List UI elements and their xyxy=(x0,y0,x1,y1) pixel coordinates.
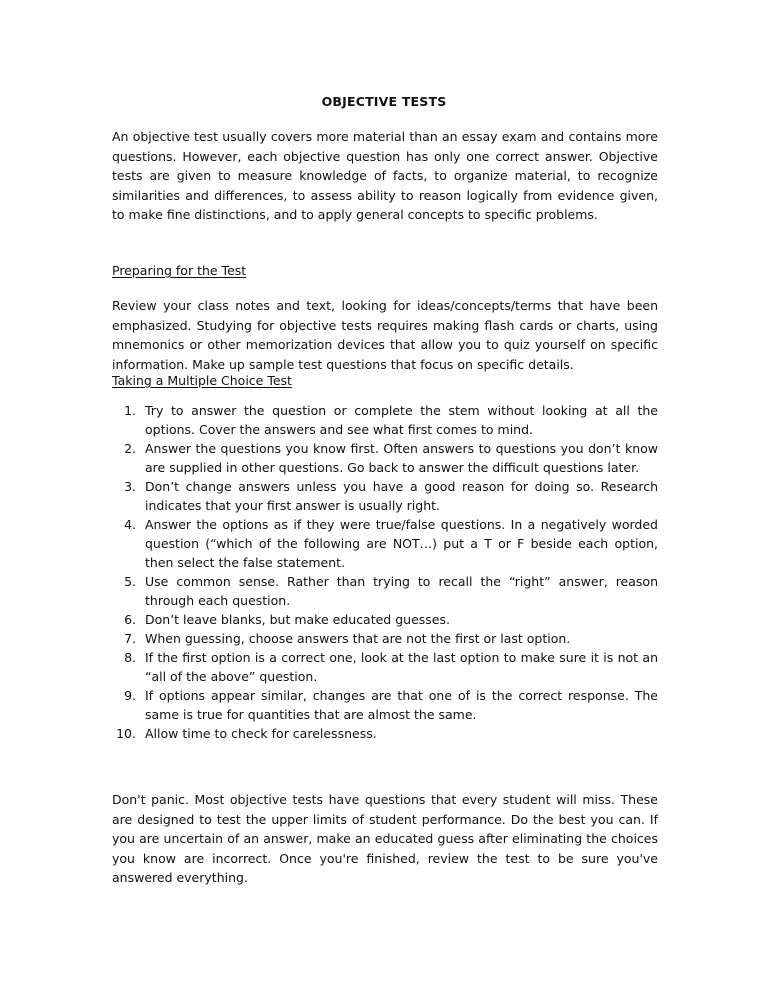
list-item xyxy=(112,648,658,686)
list-item xyxy=(112,515,658,572)
list-item xyxy=(112,477,658,515)
list-item-number: 5. xyxy=(124,574,136,589)
list-item-text: If options appear similar, changes are that one of is the correct response. The same is true for quantities that are almost the same. xyxy=(145,688,658,722)
list-item xyxy=(112,629,658,648)
list-item-text: Don’t leave blanks, but make educated guesses. xyxy=(145,612,450,627)
section-heading-multiple-choice: Taking a Multiple Choice Test xyxy=(112,373,292,388)
list-item xyxy=(112,610,658,629)
list-item-number: 2. xyxy=(124,441,136,456)
list-item-number: 8. xyxy=(124,650,136,665)
list-item-text: Use common sense. Rather than trying to recall the “right” answer, reason through each question. xyxy=(145,574,658,608)
list-item-number: 3. xyxy=(124,479,136,494)
list-item-text: Try to answer the question or complete the stem without looking at all the options. Cover the answers and see what first comes to mind. xyxy=(145,403,658,437)
intro-paragraph: An objective test usually covers more material than an essay exam and contains more questions. However, each objective question has only one correct answer. Objective tests are given to measure knowledge of facts, to organize material, to recognize similarities and differences, to assess ability to reason logically from evidence given, to make fine distinctions, and to apply general concepts to specific problems. xyxy=(112,129,658,222)
list-item-number: 10. xyxy=(116,726,136,741)
list-item-text: Allow time to check for carelessness. xyxy=(145,726,377,741)
list-item xyxy=(112,724,658,743)
list-item xyxy=(112,401,658,439)
list-item xyxy=(112,686,658,724)
list-item-text: Answer the questions you know first. Often answers to questions you don’t know are supplied in other questions. Go back to answer the difficult questions later. xyxy=(145,441,658,475)
list-item-number: 9. xyxy=(124,688,136,703)
list-item-text: Don’t change answers unless you have a good reason for doing so. Research indicates that your first answer is usually right. xyxy=(145,479,658,513)
list-item-text: Answer the options as if they were true/false questions. In a negatively worded question (“which of the following are NOT…) put a T or F beside each option, then select the false statement. xyxy=(145,517,658,570)
section-heading-preparing: Preparing for the Test xyxy=(112,263,247,278)
closing-paragraph: Don't panic. Most objective tests have questions that every student will miss. These are designed to test the upper limits of student performance. Do the best you can. If you are uncertain of an answer, make an educated guess after eliminating the choices you know are incorrect. Once you're finished, review the test to be sure you've answered everything. xyxy=(112,792,658,885)
list-item-number: 6. xyxy=(124,612,136,627)
list-item-number: 1. xyxy=(124,403,136,418)
page-title: OBJECTIVE TESTS xyxy=(321,94,447,109)
list-item-text: When guessing, choose answers that are not the first or last option. xyxy=(145,631,571,646)
tips-list xyxy=(112,401,658,743)
preparing-paragraph: Review your class notes and text, looking for ideas/concepts/terms that have been emphasized. Studying for objective tests requires making flash cards or charts, using mnemonics or other memorization devices that allow you to quiz yourself on specific information. Make up sample test questions that focus on specific details. xyxy=(112,298,658,372)
list-item xyxy=(112,439,658,477)
list-item xyxy=(112,572,658,610)
list-item-number: 4. xyxy=(124,517,136,532)
list-item-text: If the first option is a correct one, look at the last option to make sure it is not an “all of the above” question. xyxy=(145,650,658,684)
list-item-number: 7. xyxy=(124,631,136,646)
